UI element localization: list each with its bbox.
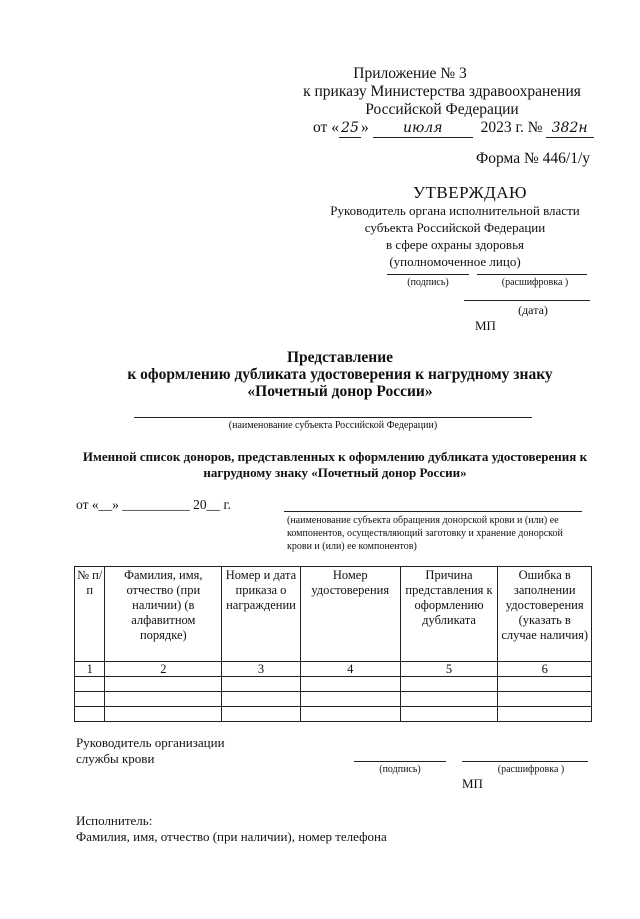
- executor-label: Исполнитель:: [76, 813, 153, 828]
- footer-signature-line: [354, 761, 446, 762]
- column-number: 6: [498, 662, 592, 677]
- table-row: [75, 692, 592, 707]
- organization-caption-line: (наименование субъекта обращения донорской крови и (или) ее: [287, 515, 559, 526]
- table-column-numbers-row: [75, 662, 592, 677]
- approve-line: в сфере охраны здоровья: [386, 237, 524, 252]
- column-number: 4: [300, 662, 400, 677]
- approve-stamp: МП: [475, 318, 496, 333]
- approve-line: субъекта Российской Федерации: [364, 220, 546, 235]
- approve-decoding-label: (расшифровка ): [501, 277, 569, 288]
- executor-fields: Фамилия, имя, отчество (при наличии), номер телефона: [76, 829, 387, 844]
- appendix-order-line: к приказу Министерства здравоохранения: [303, 83, 581, 100]
- subject-caption: (наименование субъекта Российской Федерации): [228, 420, 438, 431]
- appendix-title: Приложение № 3: [353, 65, 467, 82]
- organization-caption-line: компонентов, осуществляющий заготовку и хранение донорской: [287, 528, 563, 539]
- subject-name-line: [134, 417, 532, 418]
- date-day-handwritten: 25: [339, 119, 361, 138]
- organization-line: [284, 511, 582, 512]
- column-number: 1: [75, 662, 105, 677]
- heading-title: [60, 349, 620, 400]
- footer-decoding-line: [462, 761, 588, 762]
- date-prefix: от «: [313, 119, 339, 136]
- approve-date-label: (дата): [518, 303, 548, 317]
- signature-line: [387, 274, 469, 275]
- donors-table: [74, 566, 592, 722]
- appendix-ministry-line: Российской Федерации: [365, 101, 519, 118]
- order-number-handwritten: 382н: [546, 119, 594, 138]
- list-title-line: Именной список доноров, представленных к оформлению дубликата удостоверения к: [82, 449, 588, 464]
- col-number-header: № п/п: [75, 567, 105, 662]
- organization-caption-line: крови и (или) ее компонентов): [287, 541, 417, 552]
- list-title: [50, 449, 620, 481]
- table-header-row: [75, 567, 592, 662]
- col-certificate-header: Номер удостоверения: [300, 567, 400, 662]
- footer-head-line: Руководитель организации: [76, 735, 225, 750]
- footer-head: [76, 735, 225, 767]
- list-title-line: нагрудному знаку «Почетный донор России»: [203, 465, 467, 480]
- footer-decoding-label: (расшифровка ): [497, 764, 565, 775]
- heading-line: «Почетный донор России»: [247, 383, 433, 400]
- heading-line: к оформлению дубликата удостоверения к нагрудному знаку: [127, 366, 553, 383]
- date-year: 2023 г. №: [480, 119, 543, 136]
- list-date: от «__» __________ 20__ г.: [76, 497, 231, 512]
- appendix-date-row: [313, 119, 603, 138]
- form-number: Форма № 446/1/у: [476, 150, 590, 167]
- approve-signature-label: (подпись): [407, 277, 449, 288]
- col-error-header: Ошибка в заполнении удостоверения (указать в случае наличия): [498, 567, 592, 662]
- column-number: 2: [105, 662, 222, 677]
- date-month-handwritten: июля: [373, 119, 473, 138]
- approve-line: (уполномоченное лицо): [389, 254, 521, 269]
- column-number: 5: [400, 662, 498, 677]
- table-row: [75, 677, 592, 692]
- column-number: 3: [222, 662, 301, 677]
- table-row: [75, 707, 592, 722]
- decoding-line: [477, 274, 587, 275]
- approve-title: УТВЕРЖДАЮ: [412, 183, 528, 202]
- approve-lines: [330, 202, 580, 270]
- footer-stamp: МП: [462, 776, 483, 791]
- footer-head-line: службы крови: [76, 751, 155, 766]
- heading-line: Представление: [286, 349, 394, 366]
- col-order-header: Номер и дата приказа о награждении: [222, 567, 301, 662]
- date-line: [464, 300, 590, 301]
- footer-signature-label: (подпись): [379, 764, 421, 775]
- approve-line: Руководитель органа исполнительной власти: [330, 203, 580, 218]
- organization-caption: [287, 514, 592, 553]
- col-name-header: Фамилия, имя, отчество (при наличии) (в алфавитном порядке): [105, 567, 222, 662]
- col-reason-header: Причина представления к оформлению дубликата: [400, 567, 498, 662]
- date-mid: »: [360, 119, 369, 136]
